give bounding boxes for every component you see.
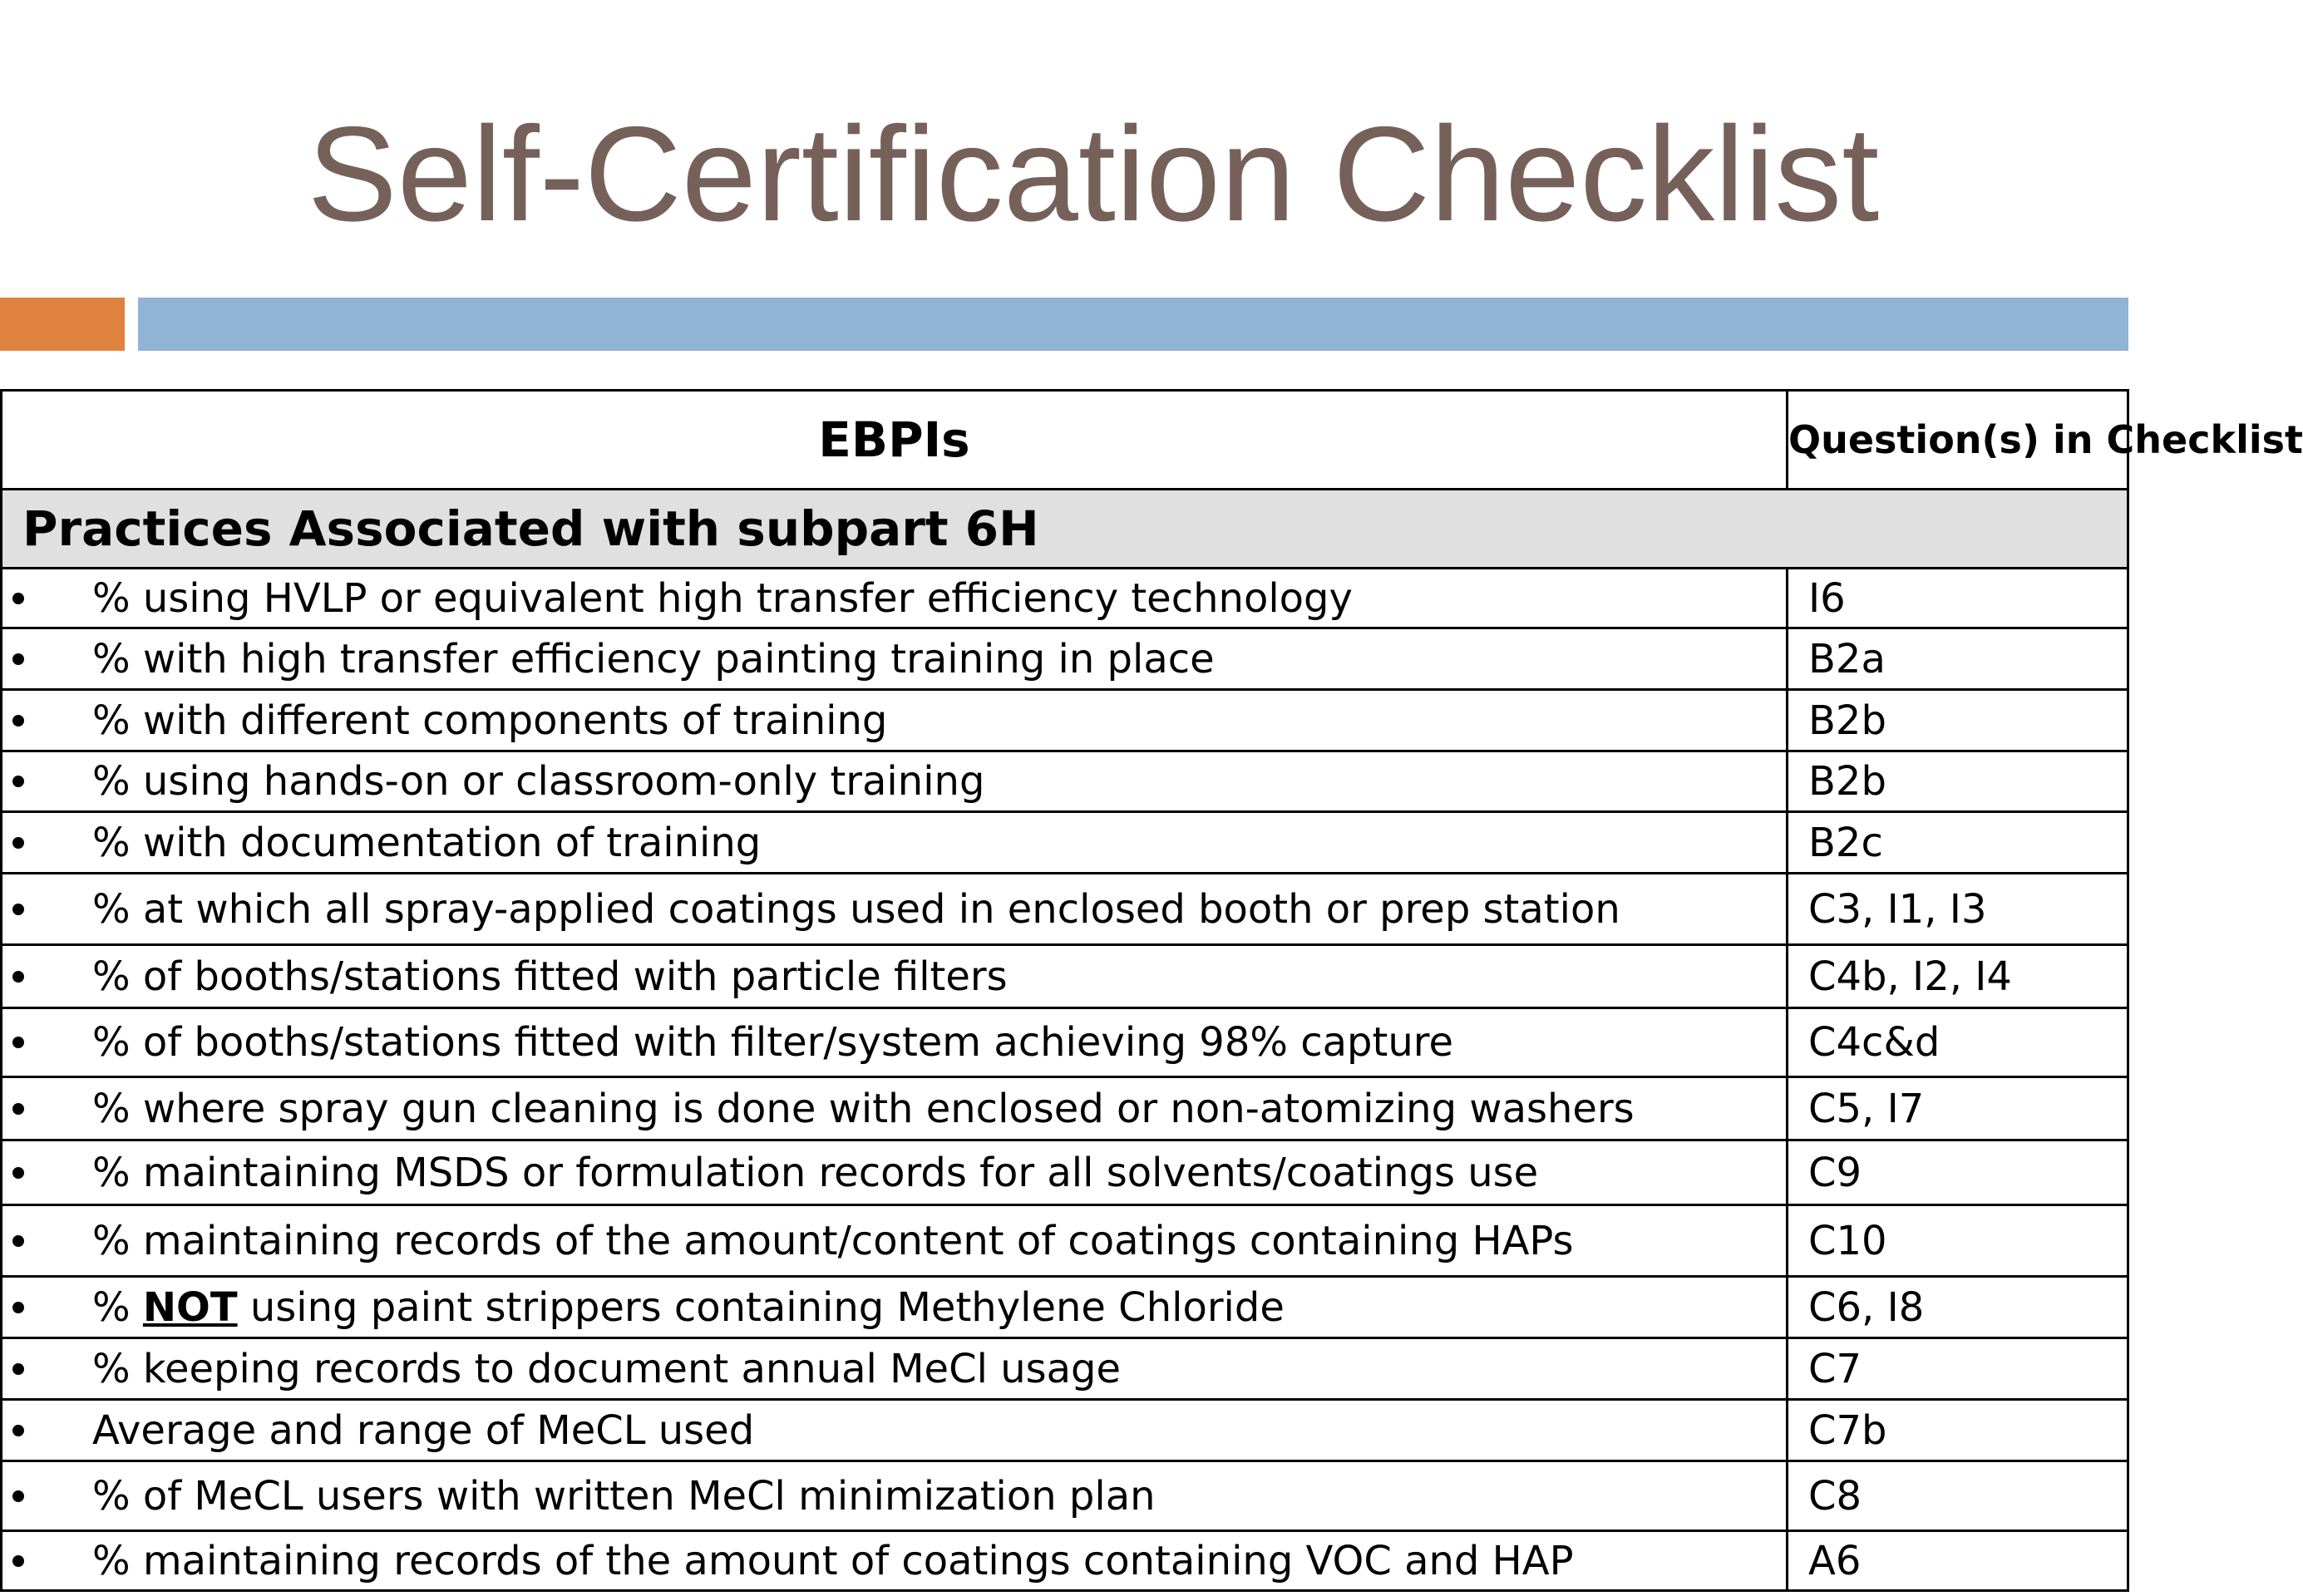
checklist-table (0, 389, 2303, 1592)
bullet-icon (12, 715, 24, 727)
header-ebpis: EBPIs (2, 391, 1788, 490)
ebpi-cell (2, 1140, 1788, 1205)
ebpi-cell (2, 690, 1788, 751)
accent-bar-blue (138, 298, 2128, 351)
question-cell: B2b (1788, 690, 2128, 751)
ebpi-text: % with documentation of training (92, 819, 762, 866)
ebpi-text: % using hands-on or classroom-only training (92, 758, 985, 805)
bullet-icon (12, 1490, 24, 1502)
bullet-icon (12, 1363, 24, 1375)
bullet-icon (12, 1103, 24, 1115)
bullet-icon (12, 593, 24, 604)
page-title: Self-Certification Checklist (307, 99, 1880, 249)
bullet-icon (12, 1037, 24, 1048)
ebpi-cell (2, 1400, 1788, 1461)
ebpi-text: % of MeCL users with written MeCl minimization plan (92, 1472, 1156, 1520)
ebpi-cell (2, 945, 1788, 1008)
bullet-icon (12, 776, 24, 787)
ebpi-cell (2, 1077, 1788, 1140)
question-cell: B2a (1788, 628, 2128, 690)
question-cell: C4b, I2, I4 (1788, 945, 2128, 1008)
ebpi-text: % with high transfer efficiency painting training in place (92, 635, 1215, 682)
ebpi-text: % where spray gun cleaning is done with enclosed or non-atomizing washers (92, 1085, 1635, 1132)
table-row (2, 628, 2128, 690)
ebpi-text: Average and range of MeCL used (92, 1406, 755, 1454)
ebpi-text: % at which all spray-applied coatings used in enclosed booth or prep station (92, 885, 1620, 933)
ebpi-cell (2, 1338, 1788, 1400)
ebpi-cell (2, 569, 1788, 628)
table-row (2, 1205, 2128, 1277)
table-row (2, 1338, 2128, 1400)
table-row (2, 812, 2128, 874)
header-row (2, 391, 2128, 490)
table-row (2, 569, 2128, 628)
question-cell: C10 (1788, 1205, 2128, 1277)
question-cell: A6 (1788, 1531, 2128, 1591)
ebpi-cell (2, 1277, 1788, 1338)
question-cell: C7b (1788, 1400, 2128, 1461)
bullet-icon (12, 971, 24, 983)
question-cell: C3, I1, I3 (1788, 874, 2128, 945)
question-cell: B2c (1788, 812, 2128, 874)
table-row (2, 1400, 2128, 1461)
ebpi-cell (2, 874, 1788, 945)
question-cell: C5, I7 (1788, 1077, 2128, 1140)
question-cell: I6 (1788, 569, 2128, 628)
table-row (2, 1531, 2128, 1591)
bullet-icon (12, 1425, 24, 1436)
table-row (2, 751, 2128, 812)
ebpi-text: % keeping records to document annual MeCl usage (92, 1345, 1122, 1392)
table-row (2, 1008, 2128, 1077)
ebpi-text: % maintaining records of the amount of coatings containing VOC and HAP (92, 1537, 1574, 1584)
question-cell: C4c&d (1788, 1008, 2128, 1077)
table-row (2, 1461, 2128, 1531)
bullet-icon (12, 837, 24, 849)
ebpi-cell (2, 1461, 1788, 1531)
bullet-icon (12, 653, 24, 665)
ebpi-cell (2, 628, 1788, 690)
bullet-icon (12, 1235, 24, 1247)
ebpi-cell (2, 1205, 1788, 1277)
ebpi-cell (2, 812, 1788, 874)
ebpi-text: % using HVLP or equivalent high transfer efficiency technology (92, 574, 1353, 622)
ebpi-text: % of booths/stations fitted with particle filters (92, 953, 1008, 1000)
table-row (2, 945, 2128, 1008)
ebpi-text: % maintaining records of the amount/content of coatings containing HAPs (92, 1217, 1574, 1264)
section-row (2, 490, 2128, 569)
table-row (2, 690, 2128, 751)
ebpi-text: % maintaining MSDS or formulation records for all solvents/coatings use (92, 1149, 1539, 1196)
ebpi-text-prefix: % (92, 1283, 143, 1331)
table-row (2, 1140, 2128, 1205)
table-row (2, 1077, 2128, 1140)
question-cell: B2b (1788, 751, 2128, 812)
question-cell: C7 (1788, 1338, 2128, 1400)
ebpi-cell (2, 1008, 1788, 1077)
bullet-icon (12, 904, 24, 915)
question-cell: C9 (1788, 1140, 2128, 1205)
ebpi-text: % with different components of training (92, 697, 888, 744)
ebpi-text-suffix: using paint strippers containing Methylene Chloride (237, 1283, 1285, 1331)
section-title: Practices Associated with subpart 6H (2, 490, 2128, 569)
ebpi-cell (2, 1531, 1788, 1591)
table-row (2, 1277, 2128, 1338)
question-cell: C6, I8 (1788, 1277, 2128, 1338)
header-questions: Question(s) in Checklist (1788, 391, 2128, 490)
bullet-icon (12, 1167, 24, 1179)
table-row (2, 874, 2128, 945)
question-cell: C8 (1788, 1461, 2128, 1531)
bullet-icon (12, 1302, 24, 1313)
ebpi-text: % of booths/stations fitted with filter/system achieving 98% capture (92, 1019, 1453, 1066)
ebpi-text-emphasis: NOT (142, 1283, 238, 1331)
bullet-icon (12, 1555, 24, 1567)
accent-bar-orange (0, 298, 125, 351)
ebpi-cell (2, 751, 1788, 812)
